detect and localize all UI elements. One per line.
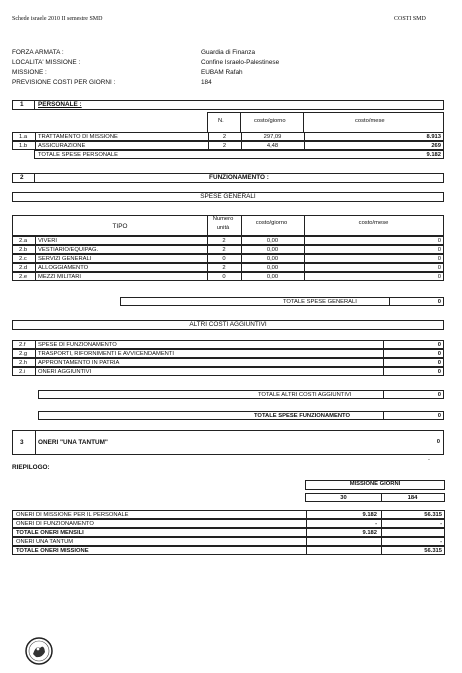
- personale-num: 1: [20, 101, 24, 108]
- altri-costi-title: ALTRI COSTI AGGIUNTIVI: [189, 321, 267, 328]
- riepilogo-row-a: 9.182: [362, 512, 377, 518]
- altri-costi-row-label: SPESE DI FUNZIONAMENTO: [38, 342, 117, 348]
- riepilogo-row-label: ONERI UNA TANTUM: [16, 539, 74, 545]
- riepilogo-row-b: 56.315: [424, 512, 442, 518]
- riepilogo-row-b: -: [440, 521, 442, 527]
- spese-generali-row-mese: 0: [437, 256, 441, 262]
- funzionamento-col-costo: costo/giorno: [255, 220, 288, 226]
- altri-costi-row: [12, 349, 444, 358]
- riepilogo-row: [12, 546, 445, 555]
- personale-title: PERSONALE :: [38, 101, 82, 108]
- altri-costi-row-label: TRASPORTI, RIFORNIMENTI E AVVICENDAMENTI: [38, 351, 175, 357]
- riepilogo-row: [12, 519, 445, 528]
- spese-generali-row-code: 2.c: [19, 256, 27, 262]
- personale-row-code: 1.b: [19, 143, 28, 149]
- altri-costi-row-label: APPRONTAMENTO IN PATRIA: [38, 360, 120, 366]
- riepilogo-row-a: -: [375, 521, 377, 527]
- spese-generali-row-code: 2.a: [19, 238, 28, 244]
- personale-totale-value: 9.182: [426, 152, 441, 158]
- funzionamento-col-numero: Numero: [212, 216, 234, 222]
- riepilogo-row-a: 9.182: [362, 530, 377, 536]
- riepilogo-row-label: ONERI DI FUNZIONAMENTO: [16, 521, 94, 527]
- header-right: COSTI SMD: [394, 16, 426, 22]
- totale-funz-value: 0: [437, 413, 441, 419]
- totale-altri-value: 0: [437, 392, 441, 398]
- spese-generali-row: [12, 236, 444, 245]
- info-label-missione: MISSIONE :: [12, 69, 47, 76]
- personale-row-label: ASSICURAZIONE: [38, 143, 86, 149]
- riepilogo-row-label: ONERI DI MISSIONE PER IL PERSONALE: [16, 512, 129, 518]
- spese-generali-row: [12, 254, 444, 263]
- spese-generali-row-code: 2.b: [19, 247, 28, 253]
- una-tantum-label: ONERI "UNA TANTUM": [38, 439, 108, 446]
- spese-generali-row-costo: 0,00: [266, 265, 279, 271]
- riepilogo-row: [12, 528, 445, 537]
- spese-generali-row-code: 2.d: [19, 265, 28, 271]
- una-tantum-num: 3: [20, 439, 24, 446]
- info-label-giorni: PREVISIONE COSTI PER GIORNI :: [12, 79, 116, 86]
- funzionamento-num: 2: [20, 174, 24, 181]
- personale-row-n: 2: [222, 143, 227, 149]
- personale-col-mese: costo/mese: [355, 118, 385, 124]
- totale-generali-label: TOTALE SPESE GENERALI: [283, 299, 357, 305]
- info-value-forza: Guardia di Finanza: [201, 49, 255, 56]
- personale-totale-row: [34, 150, 444, 159]
- funzionamento-col-tipo: TIPO: [112, 223, 128, 230]
- spese-generali-row-label: VIVERI: [38, 238, 58, 244]
- altri-costi-row-mese: 0: [437, 360, 441, 366]
- altri-costi-row: [12, 358, 444, 367]
- spese-generali-row: [12, 263, 444, 272]
- totale-funz-row: [38, 411, 444, 420]
- personale-row-code: 1.a: [19, 134, 28, 140]
- info-value-missione: EUBAM Rafah: [201, 69, 243, 76]
- spese-generali-row-label: MEZZI MILITARI: [38, 274, 82, 280]
- personale-row-costo: 4,48: [266, 143, 279, 149]
- spese-generali-row-mese: 0: [437, 265, 441, 271]
- spese-generali-row-n: 0: [222, 274, 226, 280]
- spese-generali-row-code: 2.e: [19, 274, 28, 280]
- spese-generali-row-mese: 0: [437, 238, 441, 244]
- spese-generali-row-costo: 0,00: [266, 238, 279, 244]
- missione-giorni-cols: [305, 493, 445, 502]
- info-label-forza: FORZA ARMATA :: [12, 49, 64, 56]
- totale-generali-row: [120, 297, 444, 306]
- altri-costi-row-code: 2.i: [19, 369, 26, 375]
- altri-costi-row-label: ONERI AGGIUNTIVI: [38, 369, 92, 375]
- riepilogo-row: [12, 510, 445, 519]
- spese-generali-row-label: ALLOGGIAMENTO: [38, 265, 89, 271]
- spese-generali-row-n: 2: [222, 247, 226, 253]
- spese-generali-row: [12, 272, 444, 281]
- una-tantum-value: 0: [436, 439, 440, 445]
- riepilogo-row-label: TOTALE ONERI MISSIONE: [16, 548, 89, 554]
- riepilogo-row-label: TOTALE ONERI MENSILI: [16, 530, 84, 536]
- personale-col-costo: costo/giorno: [254, 118, 286, 124]
- spese-generali-row-n: 0: [222, 256, 226, 262]
- altri-costi-row-mese: 0: [437, 342, 441, 348]
- personale-row-n: 2: [222, 134, 227, 140]
- spese-generali-row-label: VESTIARIO/EQUIPAG.: [38, 247, 99, 253]
- missione-col-a: 30: [340, 495, 347, 501]
- spese-generali-row-n: 2: [222, 238, 226, 244]
- altri-costi-row-mese: 0: [437, 369, 441, 375]
- personale-col-n: N.: [218, 118, 224, 124]
- spese-generali-row-costo: 0,00: [266, 256, 279, 262]
- riepilogo-row-b: 56.315: [424, 548, 442, 554]
- seal-stamp: [24, 636, 54, 666]
- riepilogo-row: [12, 537, 445, 546]
- spese-generali-row-costo: 0,00: [266, 274, 279, 280]
- personale-row-costo: 297,09: [263, 134, 282, 140]
- totale-funz-label: TOTALE SPESE FUNZIONAMENTO: [254, 413, 350, 419]
- altri-costi-row: [12, 367, 444, 376]
- info-label-localita: LOCALITA' MISSIONE :: [12, 59, 81, 66]
- totale-altri-row: [38, 390, 444, 399]
- missione-giorni-label: MISSIONE GIORNI: [349, 481, 401, 487]
- personale-row-label: TRATTAMENTO DI MISSIONE: [38, 134, 118, 140]
- spese-generali-row: [12, 245, 444, 254]
- funzionamento-title: FUNZIONAMENTO :: [209, 174, 269, 181]
- spese-generali-row-mese: 0: [437, 274, 441, 280]
- spese-generali-row-costo: 0,00: [266, 247, 279, 253]
- funzionamento-col-mese: costo/mese: [358, 220, 389, 226]
- una-tantum-dash: -: [428, 457, 430, 463]
- riepilogo-title: RIEPILOGO:: [12, 464, 50, 471]
- spese-generali-row-n: 2: [222, 265, 226, 271]
- personale-row-mese: 8.913: [426, 134, 441, 140]
- info-value-giorni: 184: [201, 79, 212, 86]
- altri-costi-row-mese: 0: [437, 351, 441, 357]
- altri-costi-row-code: 2.f: [19, 342, 26, 348]
- personale-row-mese: 269: [431, 143, 441, 149]
- funzionamento-col-unita: unità: [216, 225, 230, 231]
- info-value-localita: Confine Israelo-Palestinese: [201, 59, 280, 66]
- altri-costi-row-code: 2.g: [19, 351, 28, 357]
- personale-row: [12, 132, 444, 141]
- personale-totale-label: TOTALE SPESE PERSONALE: [38, 152, 119, 158]
- totale-generali-value: 0: [437, 299, 441, 305]
- header-left: Schede israele 2010 II semestre SMD: [12, 16, 103, 22]
- riepilogo-row-b: -: [440, 539, 442, 545]
- totale-altri-label: TOTALE ALTRI COSTI AGGIUNTIVI: [258, 392, 352, 398]
- missione-col-b: 184: [407, 495, 418, 501]
- altri-costi-row: [12, 340, 444, 349]
- spese-generali-title: SPESE GENERALI: [200, 193, 256, 200]
- spese-generali-row-label: SERVIZI GENERALI: [38, 256, 92, 262]
- personale-row: [12, 141, 444, 150]
- spese-generali-row-mese: 0: [437, 247, 441, 253]
- altri-costi-row-code: 2.h: [19, 360, 28, 366]
